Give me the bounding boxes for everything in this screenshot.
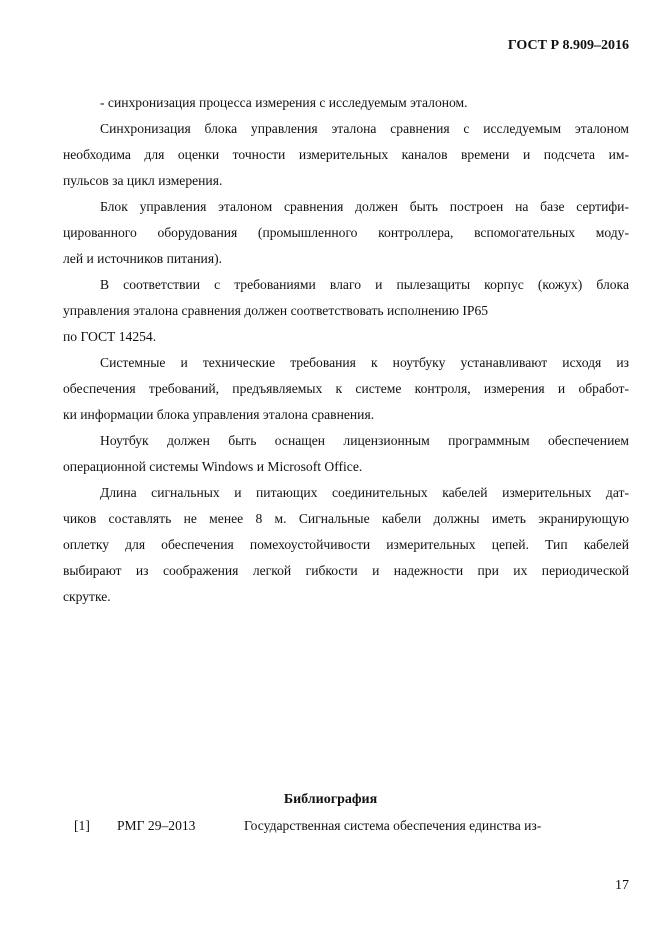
text-line: обеспечения требований, предъявляемых к системе контроля, измерения и обработ- xyxy=(63,381,629,396)
text-line: ки информации блока управления эталона сравнения. xyxy=(63,407,375,422)
text-line: Ноутбук должен быть оснащен лицензионным программным обеспечением xyxy=(100,433,629,448)
text-line: необходима для оценки точности измерительных каналов времени и подсчета им- xyxy=(63,147,629,162)
bibliography-title: Библиография xyxy=(283,792,378,807)
text-line: Синхронизация блока управления эталона сравнения с исследуемым эталоном xyxy=(100,121,629,136)
text-line: Блок управления эталоном сравнения должен быть построен на базе сертифи- xyxy=(100,199,629,214)
bibliography-entry-code: РМГ 29–2013 xyxy=(117,818,196,833)
bibliography-entry-number: [1] xyxy=(74,818,90,833)
text-line: управления эталона сравнения должен соответствовать исполнению IP65 xyxy=(63,303,489,318)
text-line: чиков составлять не менее 8 м. Сигнальные кабели должны иметь экранирующую xyxy=(63,511,629,526)
text-line: пульсов за цикл измерения. xyxy=(63,173,223,188)
text-line: оплетку для обеспечения помехоустойчивости измерительных цепей. Тип кабелей xyxy=(63,537,629,552)
text-line: операционной системы Windows и Microsoft Office. xyxy=(63,459,363,474)
text-line: - синхронизация процесса измерения с исследуемым эталоном. xyxy=(100,95,468,110)
text-line: скрутке. xyxy=(63,589,111,604)
page-number: 17 xyxy=(615,878,629,893)
body-text xyxy=(63,90,629,610)
text-line: лей и источников питания). xyxy=(63,251,223,266)
bibliography-entry xyxy=(0,818,661,840)
text-line: по ГОСТ 14254. xyxy=(63,329,157,344)
text-line: Системные и технические требования к ноутбуку устанавливают исходя из xyxy=(100,355,629,370)
text-line: выбирают из соображения легкой гибкости и надежности при их периодической xyxy=(63,563,629,578)
bibliography-entry-title: Государственная система обеспечения единства из- xyxy=(244,818,542,833)
text-line: В соответствии с требованиями влаго и пылезащиты корпус (кожух) блока xyxy=(100,277,629,292)
text-line: Длина сигнальных и питающих соединительных кабелей измерительных дат- xyxy=(100,485,629,500)
text-line: цированного оборудования (промышленного контроллера, вспомогательных моду- xyxy=(63,225,629,240)
document-header: ГОСТ Р 8.909–2016 xyxy=(507,38,629,53)
